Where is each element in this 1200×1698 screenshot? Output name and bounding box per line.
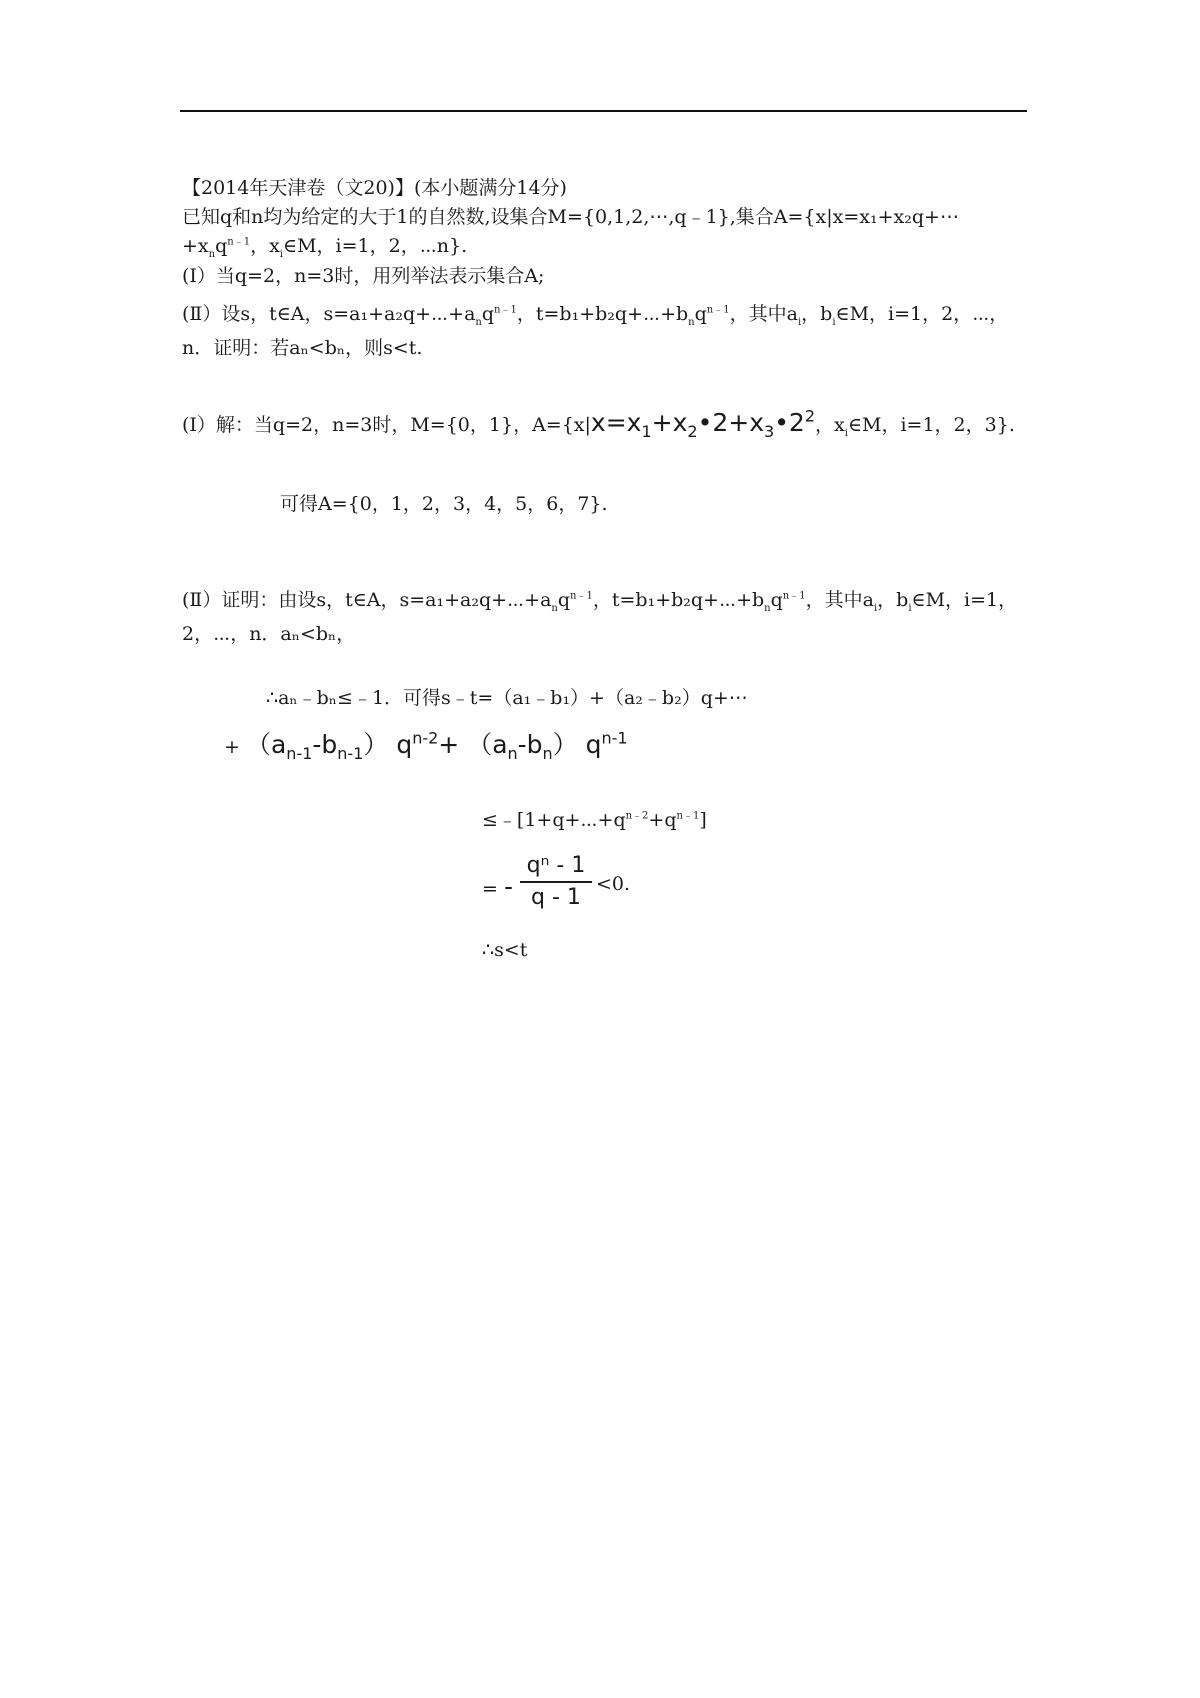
solution-step-1: ∴aₙ﹣bₙ≤﹣1．可得s﹣t=（a₁﹣b₁）+（a₂﹣b₂）q+⋯	[266, 687, 748, 709]
problem-part-1: (Ⅰ）当q=2，n=3时，用列举法表示集合A;	[182, 265, 545, 287]
set-formula: $x=x_1+x_2•2+x_3•2^2$	[590, 406, 816, 441]
problem-part-2-line-2: n．证明：若aₙ<bₙ，则s<t.	[182, 337, 423, 359]
problem-header	[182, 176, 567, 200]
solution-step-3: $\le﹣[1+q+\cdots+q^{n﹣2}+q^{n﹣1}]$	[482, 809, 707, 831]
solution-step-2: + $(a_{n-1}-b_{n-1})$ $q^{n-2}+ (a_n-b_n)$ $q^{n-1}$	[224, 728, 628, 763]
solution-conclusion: ∴s<t	[482, 939, 528, 961]
solution-step-4-tail: <0.	[596, 873, 631, 895]
solution-part-2-line-2: 2，⋯，n．aₙ<bₙ，	[182, 623, 356, 645]
problem-part-2-line-1: (Ⅱ）设s，t∈A，$s=a_1+a_2q+\cdots+a_nq^{n﹣1}$，$t=b_1+b_2q+\cdots+b_nq^{n﹣1}$，其中$a_i$，$b_i\in M$，i=1，2，⋯，	[182, 303, 1009, 328]
solution-part-1-result: 可得A={0，1，2，3，4，5，6，7}.	[280, 493, 608, 515]
problem-source: 【2014年天津卷（文20)】	[182, 177, 414, 199]
header-rule	[180, 110, 1027, 112]
solution-step-4-lead: = -	[482, 872, 513, 901]
fraction-numerator: qⁿ - 1	[526, 853, 586, 878]
problem-score: (本小题满分14分)	[413, 177, 567, 199]
geometric-sum-fraction	[520, 852, 592, 912]
solution-part-2-line-1: (Ⅱ）证明：由设s，t∈A，$s=a_1+a_2q+\cdots+a_nq^{n﹣1}$，$t=b_1+b_2q+\cdots+b_nq^{n﹣1}$，其中$a_i$，$b_i\in M$，i=1，	[182, 589, 1018, 614]
solution-part-1: (Ⅰ）解：当q=2，n=3时，M={0，1}，$A=\{x|x=x_1+x_2•2+x_3•2^2$，$x_i\in M$，i=1，2，3}.	[182, 406, 1015, 441]
fraction-bar	[520, 881, 592, 883]
problem-stem-line-2: $+x_nq^{n﹣1}$，$x_i\in M$，i=1，2，⋯n}.	[182, 235, 468, 260]
sum-terms-formula: $(a_{n-1}-b_{n-1})$ $q^{n-2}+ (a_n-b_n)$ $q^{n-1}$	[245, 728, 628, 763]
problem-stem-line-1: 已知q和n均为给定的大于1的自然数,设集合M={0,1,2,⋯,q﹣1},集合A={x|x=x₁+x₂q+⋯	[182, 206, 959, 228]
fraction-denominator: q - 1	[531, 885, 581, 910]
